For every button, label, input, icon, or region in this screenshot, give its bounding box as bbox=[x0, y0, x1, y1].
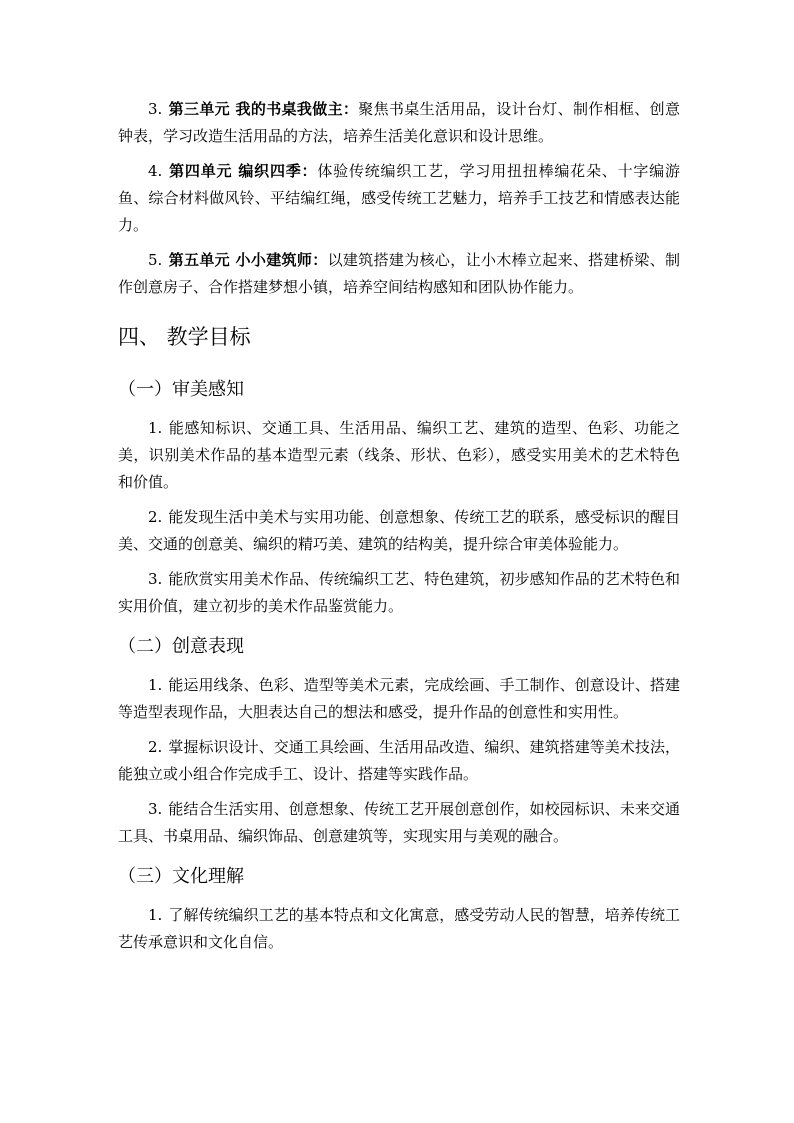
subsection-heading: （二）创意表现 bbox=[118, 636, 244, 657]
section-heading: 四、 教学目标 bbox=[118, 325, 251, 349]
document-body bbox=[118, 96, 680, 964]
list-number: 2. bbox=[148, 738, 163, 756]
objective-text: 能欣赏实用美术作品、传统编织工艺、特色建筑，初步感知作品的艺术特色和实用价值，建立初步的美术作品鉴赏能力。 bbox=[118, 570, 680, 615]
objective-paragraph bbox=[118, 796, 680, 850]
unit-description: 以建筑搭建为核心，让小木棒立起来、搭建桥梁、制作创意房子、合作搭建梦想小镇，培养空间结构感知和团队协作能力。 bbox=[118, 251, 680, 296]
list-number: 1. bbox=[148, 906, 163, 924]
objective-paragraph bbox=[118, 566, 680, 620]
list-number: 1. bbox=[148, 676, 163, 694]
objective-paragraph bbox=[118, 902, 680, 956]
subsection-heading: （一）审美感知 bbox=[118, 379, 244, 400]
unit-separator: ： bbox=[342, 100, 359, 118]
unit-separator: ： bbox=[301, 162, 318, 180]
unit-title: 第五单元 小小建筑师 bbox=[168, 251, 313, 269]
unit-paragraph bbox=[118, 96, 680, 150]
unit-title: 第三单元 我的书桌我做主 bbox=[168, 100, 343, 118]
list-number: 3. bbox=[148, 800, 163, 818]
list-number: 2. bbox=[148, 508, 163, 526]
unit-description: 体验传统编织工艺，学习用扭扭棒编花朵、十字编游鱼、综合材料做风铃、平结编红绳，感受传统工艺魅力，培养手工技艺和情感表达能力。 bbox=[118, 162, 680, 234]
objective-text: 能运用线条、色彩、造型等美术元素，完成绘画、手工制作、创意设计、搭建等造型表现作品，大胆表达自己的想法和感受，提升作品的创意性和实用性。 bbox=[118, 676, 680, 721]
unit-paragraph bbox=[118, 247, 680, 301]
unit-title: 第四单元 编织四季 bbox=[168, 162, 302, 180]
objective-paragraph bbox=[118, 504, 680, 558]
unit-paragraph bbox=[118, 158, 680, 239]
list-number: 3. bbox=[148, 570, 163, 588]
unit-separator: ： bbox=[312, 251, 328, 269]
objective-text: 能发现生活中美术与实用功能、创意想象、传统工艺的联系，感受标识的醒目美、交通的创意美、编织的精巧美、建筑的结构美，提升综合审美体验能力。 bbox=[118, 508, 680, 553]
objective-text: 能感知标识、交通工具、生活用品、编织工艺、建筑的造型、色彩、功能之美，识别美术作品的基本造型元素（线条、形状、色彩），感受实用美术的艺术特色和价值。 bbox=[118, 419, 680, 491]
objective-text: 能结合生活实用、创意想象、传统工艺开展创意创作，如校园标识、未来交通工具、书桌用品、编织饰品、创意建筑等，实现实用与美观的融合。 bbox=[118, 800, 680, 845]
list-number: 3. bbox=[148, 100, 163, 118]
objective-text: 了解传统编织工艺的基本特点和文化寓意，感受劳动人民的智慧，培养传统工艺传承意识和文化自信。 bbox=[118, 906, 680, 951]
unit-description: 聚焦书桌生活用品，设计台灯、制作相框、创意钟表，学习改造生活用品的方法，培养生活美化意识和设计思维。 bbox=[118, 100, 680, 145]
objective-paragraph bbox=[118, 672, 680, 726]
list-number: 1. bbox=[148, 419, 163, 437]
list-number: 5. bbox=[148, 251, 163, 269]
list-number: 4. bbox=[148, 162, 163, 180]
objective-paragraph bbox=[118, 734, 680, 788]
subsection-heading: （三）文化理解 bbox=[118, 866, 244, 887]
objective-paragraph bbox=[118, 415, 680, 496]
objective-text: 掌握标识设计、交通工具绘画、生活用品改造、编织、建筑搭建等美术技法，能独立或小组合作完成手工、设计、搭建等实践作品。 bbox=[118, 738, 680, 783]
